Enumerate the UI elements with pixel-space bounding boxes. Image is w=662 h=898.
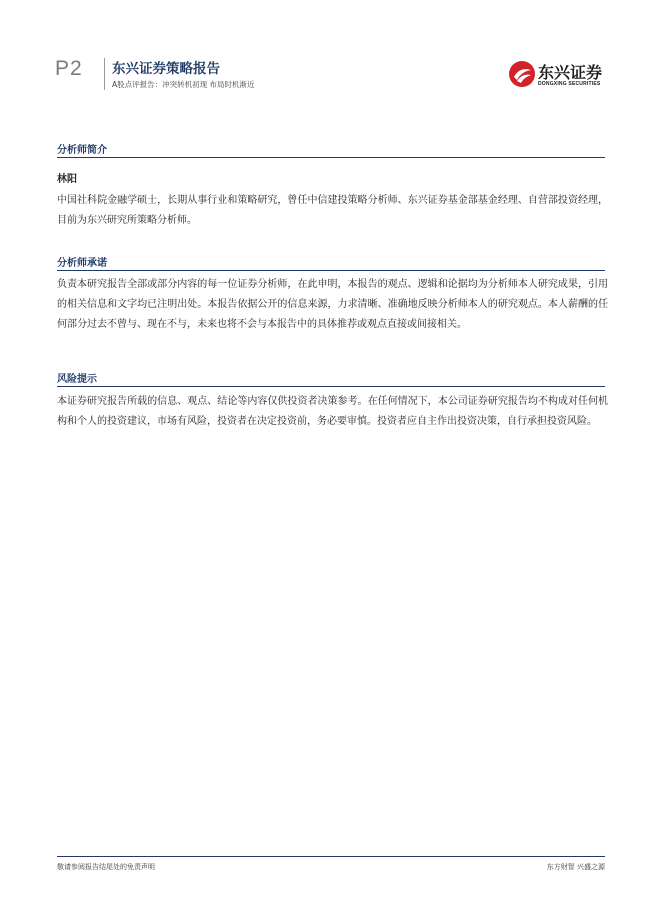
logo-english-text: DONGXING SECURITIES [538, 81, 601, 87]
company-logo [508, 58, 608, 92]
risk-notice-text: 本证券研究报告所载的信息、观点、结论等内容仅供投资者决策参考。在任何情况下，本公司证券研究报告均不构成对任何机构和个人的投资建议，市场有风险，投资者在决定投资前，务必要审慎。投资者应自主作出投资决策，自行承担投资风险。 [57, 396, 608, 427]
header-divider [104, 58, 105, 90]
analyst-commitment-text: 负责本研究报告全部或部分内容的每一位证券分析师，在此申明，本报告的观点、逻辑和论据均为分析师本人研究成果，引用的相关信息和文字均已注明出处。本报告依据公开的信息来源，力求清晰、准确地反映分析师本人的研究观点。本人薪酬的任何部分过去不曾与、现在不与，未来也将不会与本报告中的具体推荐或观点直接或间接相关。 [57, 279, 608, 330]
section-title-risk-notice: 风险提示 [57, 374, 97, 385]
page-number: P2 [55, 57, 83, 80]
footer-slogan: 东方财智 兴盛之源 [546, 863, 605, 871]
section-title-analyst-commitment: 分析师承诺 [57, 258, 107, 269]
analyst-name: 林阳 [57, 174, 77, 185]
section-title-analyst-intro: 分析师简介 [57, 145, 107, 156]
section-rule [57, 270, 605, 271]
report-subtitle: A股点评报告：冲突转机初现 布局时机渐近 [112, 80, 255, 89]
footer-disclaimer-note: 敬请参阅报告结尾处的免责声明 [57, 863, 155, 871]
report-series-title: 东兴证券策略报告 [112, 61, 220, 77]
section-rule [57, 386, 605, 387]
section-rule [57, 157, 605, 158]
logo-chinese-text: 东兴证券 [538, 63, 603, 82]
page-header [0, 0, 662, 100]
footer-rule [57, 856, 605, 857]
logo-mark-icon [508, 60, 536, 88]
analyst-bio: 中国社科院金融学硕士，长期从事行业和策略研究，曾任中信建投策略分析师、东兴证券基金部基金经理、自营部投资经理，目前为东兴研究所策略分析师。 [57, 195, 608, 226]
